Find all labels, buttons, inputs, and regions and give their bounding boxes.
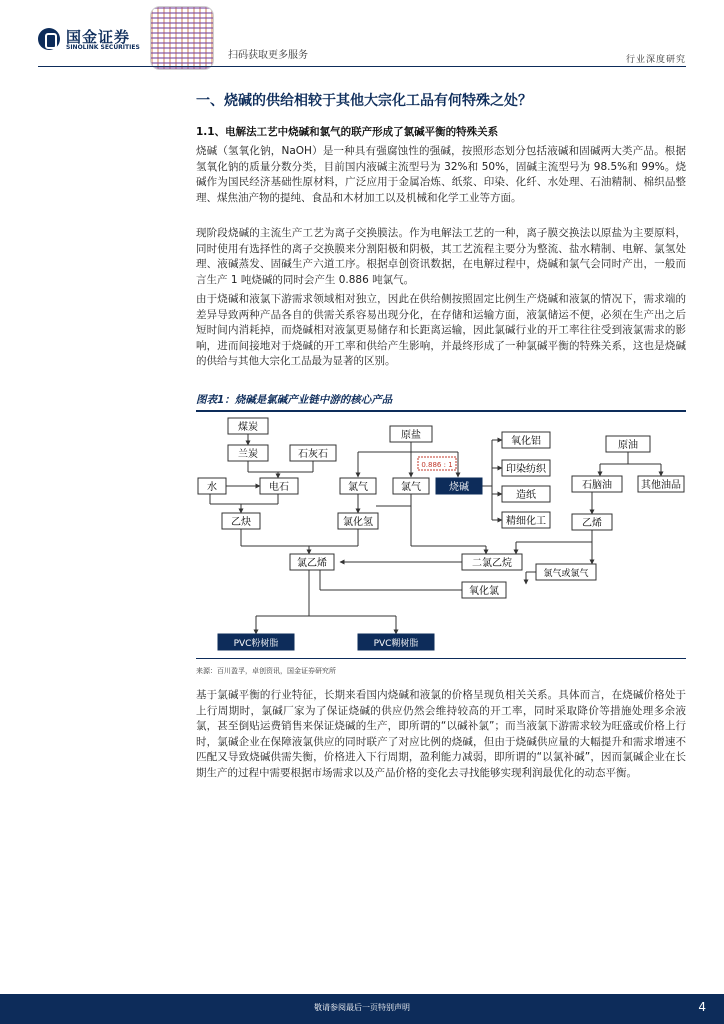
- node-hcl: [338, 513, 378, 529]
- chlor-alkali-flow-diagram: [196, 414, 686, 656]
- svg-text:兰炭: 兰炭: [238, 449, 258, 460]
- node-lantan: [228, 445, 268, 461]
- svg-text:煤炭: 煤炭: [238, 422, 258, 433]
- qr-code-icon[interactable]: [150, 6, 214, 70]
- node-ratio: [418, 457, 456, 470]
- node-ethylene: [572, 514, 612, 530]
- node-alumina: [502, 432, 550, 448]
- svg-text:电石: 电石: [269, 482, 289, 493]
- paragraph-3: 由于烧碱和液氯下游需求领域相对独立，因此在供给侧按照固定比例生产烧碱和液氯的情况下，需求端的差异导致两种产品各自的供需关系容易出现分化，在存储和运输方面，液氯储运不便，必须在生产出之后短时间内消耗掉，而烧碱相对液氯更易储存和长距离运输，因此氯碱行业的开工率往往受到液氯需求的影响，进而间接地对于烧碱的开工率和供给产生影响，并最终形成了一种氯碱平衡的特殊关系，这也是烧碱的供给与其他大宗化工品最为显著的区别。: [196, 293, 686, 368]
- report-type: 行业深度研究: [625, 55, 686, 65]
- node-chlorine-2: [393, 478, 429, 494]
- node-acetylene: [222, 513, 260, 529]
- svg-text:原油: 原油: [618, 440, 638, 451]
- node-vcm: [290, 554, 334, 570]
- node-chlorine-1: [340, 478, 376, 494]
- node-salt: [390, 426, 432, 442]
- svg-text:氯乙烯: 氯乙烯: [297, 558, 327, 569]
- figure-top-rule: [196, 410, 686, 412]
- node-otheroil: [638, 476, 684, 492]
- paragraph-2: 现阶段烧碱的主流生产工艺为离子交换膜法。作为电解法工艺的一种，离子膜交换法以原盐为主要原料，同时使用有选择性的离子交换膜来分割阳极和阴极，其工艺流程主要分为整流、盐水精制、电解、氯氢处理、液碱蒸发、固碱生产六道工序。根据卓创资讯数据，在电解过程中，烧碱和氯气会同时产出，一般而言生产 1 吨烧碱的同时会产生 0.886 吨氯气。: [196, 227, 686, 286]
- node-finechem: [502, 512, 550, 528]
- svg-text:精细化工: 精细化工: [506, 516, 546, 527]
- node-water: [198, 478, 226, 494]
- node-naphtha: [572, 476, 622, 492]
- svg-text:二氯乙烷: 二氯乙烷: [472, 558, 512, 569]
- svg-text:石脑油: 石脑油: [582, 480, 612, 491]
- node-limestone: [290, 445, 336, 461]
- figure-source: 来源：百川盈孚，卓创资讯，国金证券研究所: [196, 667, 336, 675]
- node-edc: [462, 554, 522, 570]
- paragraph-4: 基于氯碱平衡的行业特征，长期来看国内烧碱和液氯的价格呈现负相关关系。具体而言，在烧碱价格处于上行周期时，氯碱厂家为了保证烧碱的供应仍然会维持较高的开工率，同时采取降价等措施处理多余液氯，甚至倒贴运费销售来保证烧碱的生产，即所谓的“以碱补氯”；而当液氯下游需求较为旺盛或价格上行时，氯碱企业在保障液氯供应的同时联产了对应比例的烧碱，但由于烧碱供应量的大幅提升和需求增速不匹配又导致烧碱供需失衡，价格进入下行周期，盈利能力减弱，即所谓的“以氯补碱”，因而氯碱企业在长期生产的过程中需要根据市场需求以及产品价格的变化去寻找能够实现利润最优化的动态平衡。: [196, 689, 686, 779]
- section-title: 一、烧碱的供给相较于其他大宗化工品有何特殊之处？: [196, 93, 532, 109]
- svg-text:氯气或氯气: 氯气或氯气: [543, 569, 589, 579]
- paragraph-1: 烧碱（氢氧化钠，NaOH）是一种具有强腐蚀性的强碱，按照形态划分包括液碱和固碱两大类产品。根据氢氧化钠的质量分数分类，目前国内液碱主流型号为 32%和 50%，固碱主流型号为 98.5%和 99%。烧碱作为国民经济基础性原材料，广泛应用于金属冶炼、纸浆、印染、化纤、水处理、石油精制、棉织品整理、煤焦油产物的提纯、食品和木材加工以及机械和化学工业等方面。: [196, 145, 686, 204]
- svg-text:烧碱: 烧碱: [449, 482, 469, 493]
- node-caustic: [436, 478, 482, 494]
- svg-text:氯化氢: 氯化氢: [343, 517, 373, 528]
- node-dyeing: [502, 460, 550, 476]
- figure-bottom-rule: [196, 658, 686, 659]
- flow-nodes: [198, 418, 684, 650]
- svg-text:造纸: 造纸: [516, 490, 536, 501]
- svg-text:0.886 : 1: 0.886 : 1: [421, 461, 453, 469]
- svg-text:原盐: 原盐: [401, 430, 421, 441]
- svg-text:氯气: 氯气: [401, 482, 421, 493]
- header-divider: [38, 66, 686, 67]
- svg-text:PVC糊树脂: PVC糊树脂: [373, 639, 419, 649]
- footer-disclaimer[interactable]: 敬请参阅最后一页特别声明: [314, 1003, 410, 1012]
- svg-text:其他油品: 其他油品: [641, 480, 681, 491]
- node-coal: [228, 418, 268, 434]
- node-oxychlor: [462, 582, 506, 598]
- node-pvc-powder: [218, 634, 294, 650]
- svg-text:PVC粉树脂: PVC粉树脂: [233, 639, 279, 649]
- qr-caption: 扫码获取更多服务: [228, 50, 308, 61]
- node-paper: [502, 486, 550, 502]
- node-chlorine-or-liquid: [536, 564, 596, 580]
- company-name-cn: 国金证券: [66, 28, 131, 46]
- svg-text:氧化氯: 氧化氯: [469, 586, 499, 597]
- svg-text:石灰石: 石灰石: [298, 449, 328, 460]
- svg-text:水: 水: [207, 482, 217, 493]
- company-logo-icon: [38, 28, 60, 50]
- figure-title: 图表1：烧碱是氯碱产业链中游的核心产品: [196, 394, 393, 406]
- node-pvc-paste: [358, 634, 434, 650]
- node-crude: [606, 436, 650, 452]
- svg-text:氧化铝: 氧化铝: [511, 436, 541, 447]
- page-number: 4: [698, 1000, 706, 1014]
- node-carbide: [260, 478, 298, 494]
- svg-text:氯气: 氯气: [348, 482, 368, 493]
- svg-text:乙烯: 乙烯: [582, 518, 602, 529]
- svg-text:乙炔: 乙炔: [231, 517, 251, 528]
- company-name-en: SINOLINK SECURITIES: [66, 44, 140, 51]
- svg-text:印染纺织: 印染纺织: [506, 464, 546, 475]
- subsection-title: 1.1、电解法工艺中烧碱和氯气的联产形成了氯碱平衡的特殊关系: [196, 126, 499, 138]
